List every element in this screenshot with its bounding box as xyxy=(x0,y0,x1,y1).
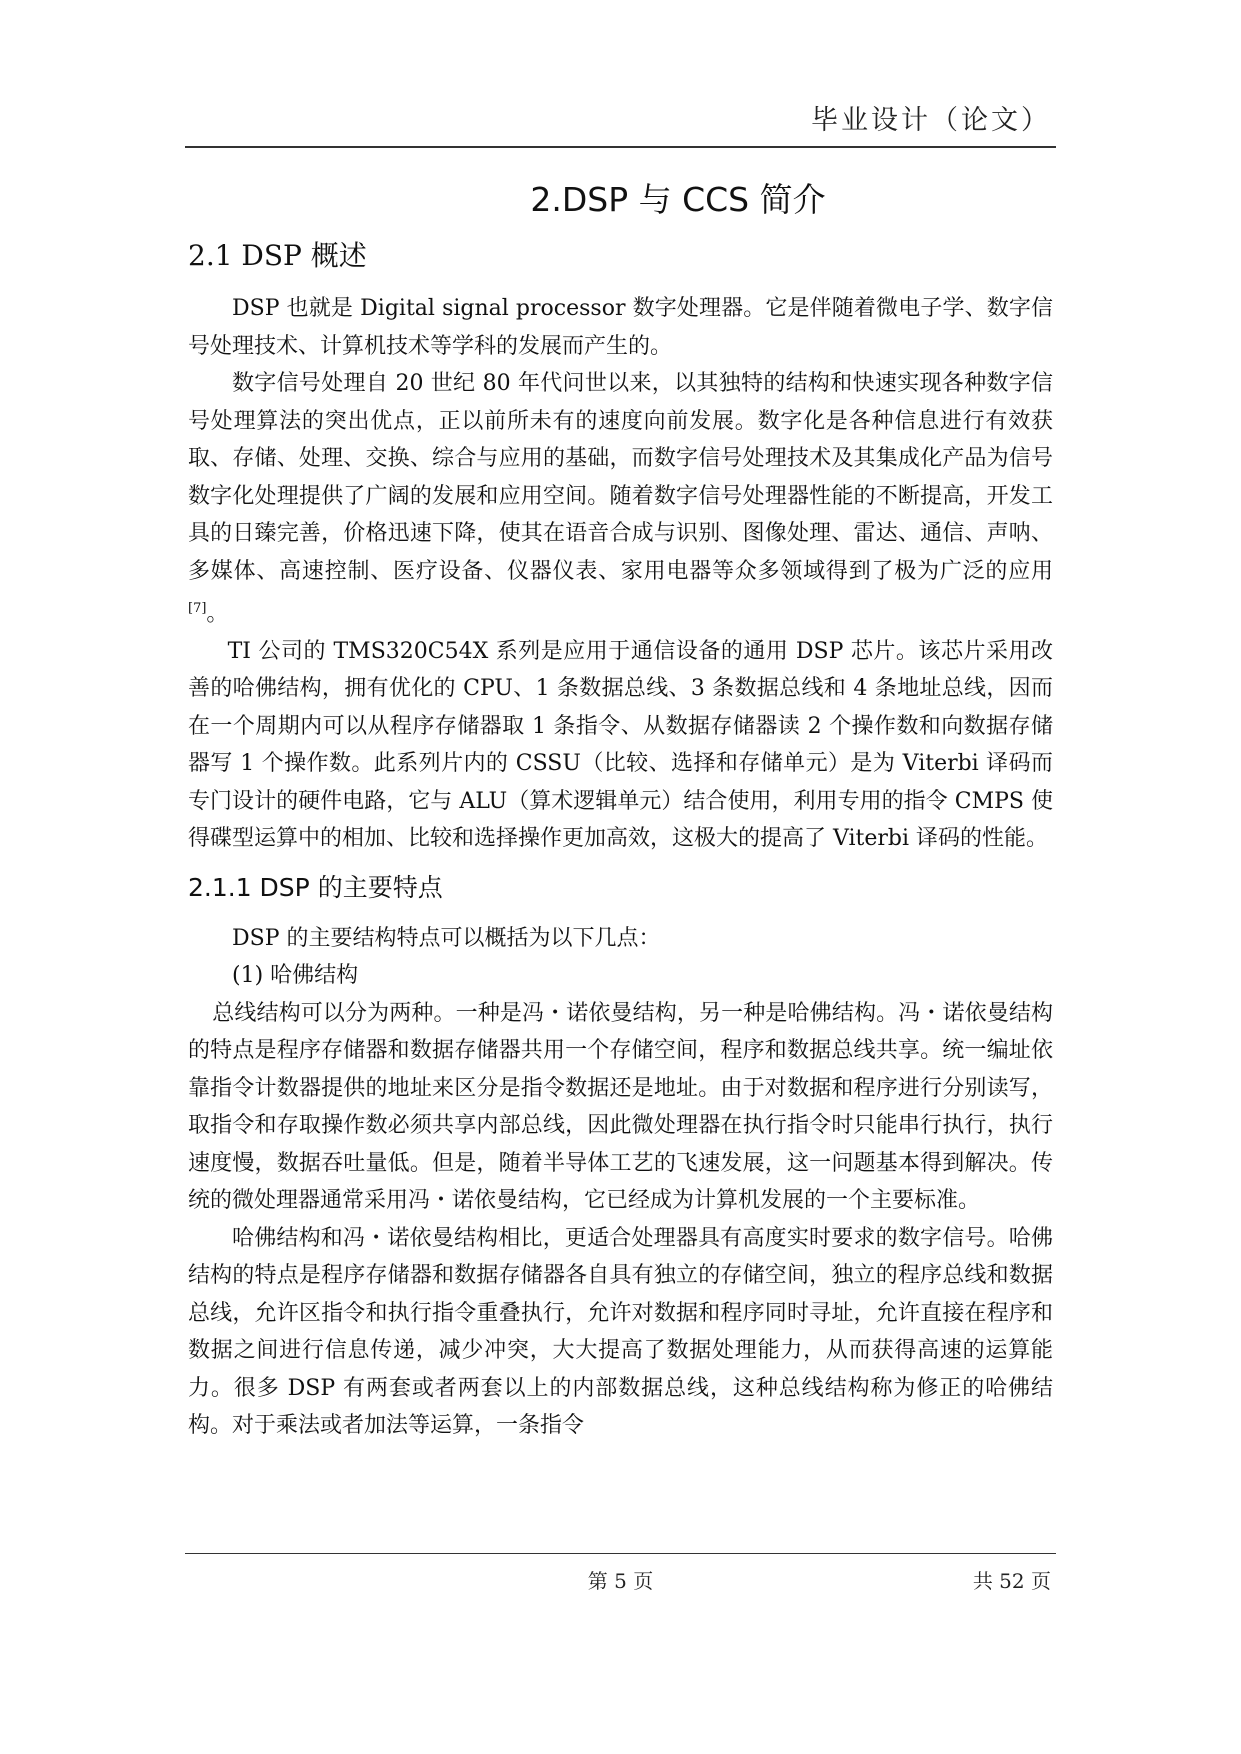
page-total: 共 52 页 xyxy=(972,1569,1051,1593)
footer-divider xyxy=(185,1553,1056,1554)
page-body xyxy=(188,168,1053,1445)
paragraph: 哈佛结构和冯・诺依曼结构相比，更适合处理器具有高度实时要求的数字信号。哈佛结构的特点是程序存储器和数据存储器各自具有独立的存储空间，独立的程序总线和数据总线，允许区指令和执行指令重叠执行，允许对数据和程序同时寻址，允许直接在程序和数据之间进行信息传递，减少冲突，大大提高了数据处理能力，从而获得高速的运算能力。很多 DSP 有两套或者两套以上的内部数据总线，这种总线结构称为修正的哈佛结构。对于乘法或者加法等运算，一条指令 xyxy=(188,1225,1053,1439)
section-title: 2.1 DSP 概述 xyxy=(188,239,367,272)
subsection-title: 2.1.1 DSP 的主要特点 xyxy=(188,872,443,902)
paragraph: TI 公司的 TMS320C54X 系列是应用于通信设备的通用 DSP 芯片。该芯片采用改善的哈佛结构，拥有优化的 CPU、1 条数据总线、3 条数据总线和 4 条地址总线，因而在一个周期内可以从程序存储器取 1 条指令、从数据存储器读 2 个操作数和向数据存储器写 1 个操作数。此系列片内的 CSSU（比较、选择和存储单元）是为 Viterbi 译码而专门设计的硬件电路，它与 ALU（算术逻辑单元）结合使用，利用专用的指令 CMPS 使得碟型运算中的相加、比较和选择操作更加高效，这极大的提高了 Viterbi 译码的性能。 xyxy=(188,638,1053,852)
citation: [7] xyxy=(188,601,207,616)
running-header: 毕业设计（论文） xyxy=(811,105,1051,136)
paragraph: DSP 的主要结构特点可以概括为以下几点： xyxy=(232,925,661,951)
chapter-title: 2.DSP 与 CCS 简介 xyxy=(530,180,826,219)
list-item: (1) 哈佛结构 xyxy=(232,963,359,989)
paragraph: DSP 也就是 Digital signal processor 数字处理器。它是伴随着微电子学、数字信号处理技术、计算机技术等学科的发展而产生的。 xyxy=(188,296,1053,359)
paragraph xyxy=(188,365,1053,633)
paragraph: 总线结构可以分为两种。一种是冯・诺依曼结构，另一种是哈佛结构。冯・诺依曼结构的特点是程序存储器和数据存储器共用一个存储空间，程序和数据总线共享。统一编址依靠指令计数器提供的地址来区分是指令数据还是地址。由于对数据和程序进行分别读写，取指令和存取操作数必须共享内部总线，因此微处理器在执行指令时只能串行执行，执行速度慢，数据吞吐量低。但是，随着半导体工艺的飞速发展，这一问题基本得到解决。传统的微处理器通常采用冯・诺依曼结构，它已经成为计算机发展的一个主要标准。 xyxy=(188,1000,1053,1214)
header-divider xyxy=(185,146,1056,148)
paragraph-end: 。 xyxy=(206,601,229,627)
page-number: 第 5 页 xyxy=(587,1569,654,1593)
paragraph-text: 数字信号处理自 20 世纪 80 年代问世以来，以其独特的结构和快速实现各种数字信号处理算法的突出优点，正以前所未有的速度向前发展。数字化是各种信息进行有效获取、存储、处理、交换、综合与应用的基础，而数字信号处理技术及其集成化产品为信号数字化处理提供了广阔的发展和应用空间。随着数字信号处理器性能的不断提高，开发工具的日臻完善，价格迅速下降，使其在语音合成与识别、图像处理、雷达、通信、声呐、多媒体、高速控制、医疗设备、仪器仪表、家用电器等众多领域得到了极为广泛的应用 xyxy=(188,371,1053,584)
